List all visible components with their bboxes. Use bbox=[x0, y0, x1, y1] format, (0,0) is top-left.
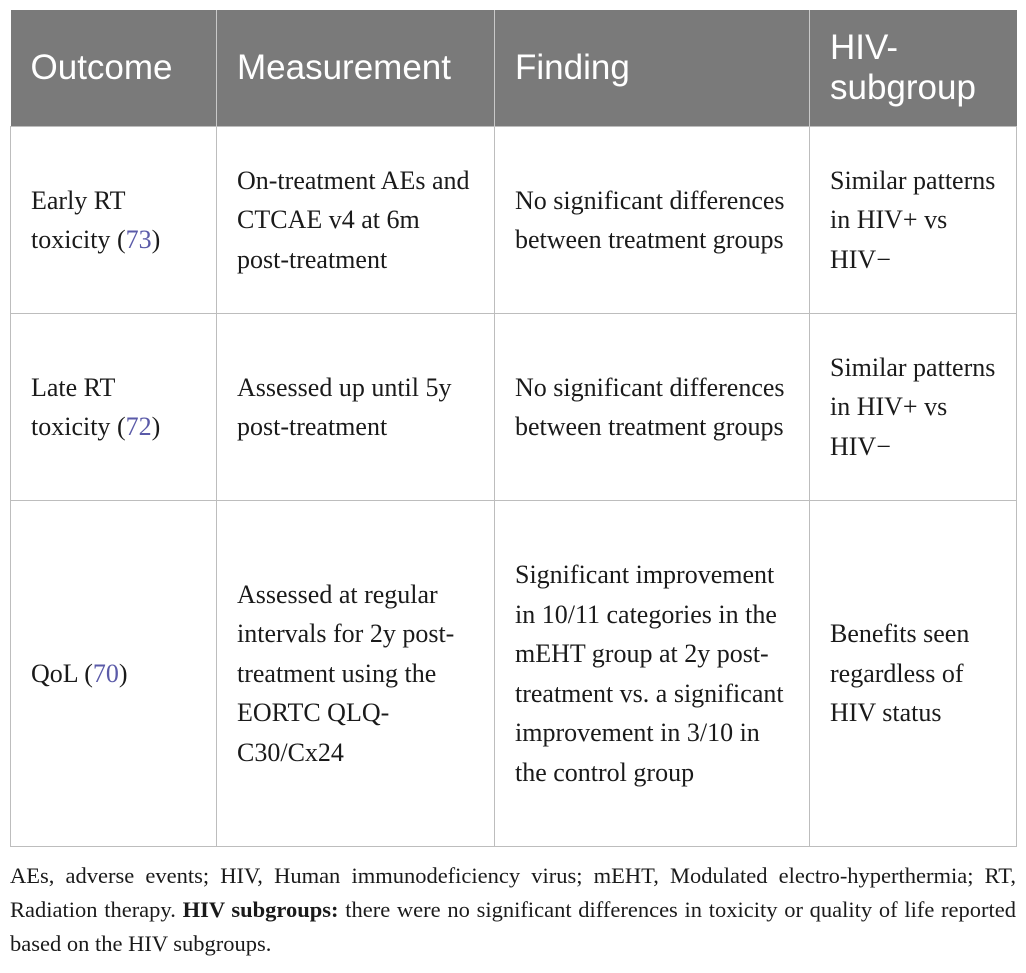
footnote-note: there were no significant differences in toxicity or quality of life reported based on the HIV subgroups. bbox=[10, 897, 1016, 956]
footnote-bold-label: HIV subgroups: bbox=[182, 897, 339, 922]
measurement-cell: On-treatment AEs and CTCAE v4 at 6m post-treatment bbox=[217, 127, 495, 314]
outcomes-table bbox=[10, 10, 1017, 847]
table-container bbox=[10, 10, 1016, 961]
footnote-abbreviations: AEs, adverse events; HIV, Human immunodeficiency virus; mEHT, Modulated electro-hyperthermia; RT, Radiation therapy. bbox=[10, 863, 1016, 922]
table-row bbox=[11, 314, 1017, 501]
subgroup-cell: Similar patterns in HIV+ vs HIV− bbox=[810, 127, 1017, 314]
outcome-cell: QoL (70) bbox=[11, 501, 217, 847]
header-outcome: Outcome bbox=[11, 10, 217, 127]
finding-cell: No significant differences between treatment groups bbox=[495, 127, 810, 314]
subgroup-cell: Similar patterns in HIV+ vs HIV− bbox=[810, 314, 1017, 501]
subgroup-cell: Benefits seen regardless of HIV status bbox=[810, 501, 1017, 847]
header-finding: Finding bbox=[495, 10, 810, 127]
header-measurement: Measurement bbox=[217, 10, 495, 127]
table-footnote bbox=[10, 859, 1016, 961]
header-row bbox=[11, 10, 1017, 127]
measurement-cell: Assessed up until 5y post-treatment bbox=[217, 314, 495, 501]
header-hiv-subgroup: HIV-subgroup bbox=[810, 10, 1017, 127]
finding-cell: No significant differences between treatment groups bbox=[495, 314, 810, 501]
measurement-cell: Assessed at regular intervals for 2y post-treatment using the EORTC QLQ-C30/Cx24 bbox=[217, 501, 495, 847]
reference-link[interactable]: 73 bbox=[125, 225, 152, 254]
outcome-cell: Early RT toxicity (73) bbox=[11, 127, 217, 314]
reference-link[interactable]: 72 bbox=[125, 412, 152, 441]
finding-cell: Significant improvement in 10/11 categories in the mEHT group at 2y post-treatment vs. a significant improvement in 3/10 in the control group bbox=[495, 501, 810, 847]
table-row bbox=[11, 127, 1017, 314]
reference-link[interactable]: 70 bbox=[92, 658, 119, 688]
outcome-cell: Late RT toxicity (72) bbox=[11, 314, 217, 501]
table-row bbox=[11, 501, 1017, 847]
